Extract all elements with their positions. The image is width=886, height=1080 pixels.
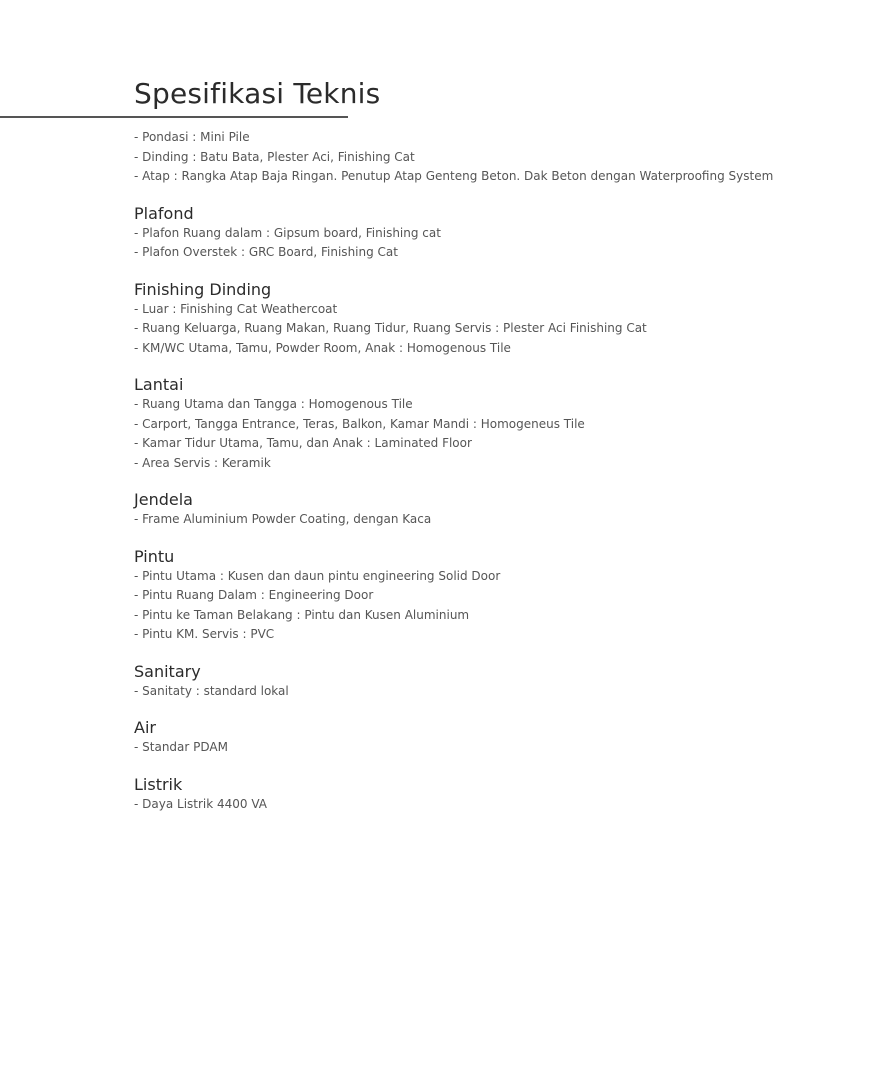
spec-item: - Dinding : Batu Bata, Plester Aci, Finishing Cat [134, 149, 415, 164]
spec-item: - Atap : Rangka Atap Baja Ringan. Penutup Atap Genteng Beton. Dak Beton dengan Waterproofing System [134, 169, 774, 183]
spec-list [134, 224, 874, 263]
spec-list [134, 682, 874, 702]
spec-list [134, 738, 874, 758]
spec-item: - Pintu Ruang Dalam : Engineering Door [134, 588, 374, 602]
section-finishing-dinding [134, 280, 874, 359]
spec-item: - Plafon Ruang dalam : Gipsum board, Finishing cat [134, 225, 441, 240]
spec-item: - Plafon Overstek : GRC Board, Finishing Cat [134, 245, 398, 259]
spec-list [134, 300, 874, 359]
spec-list [134, 567, 874, 645]
spec-item: - Daya Listrik 4400 VA [134, 796, 268, 811]
spec-item: - Pintu KM. Servis : PVC [134, 627, 275, 641]
spec-item: - Carport, Tangga Entrance, Teras, Balkon, Kamar Mandi : Homogeneus Tile [134, 416, 585, 431]
section-heading: Sanitary [134, 661, 201, 681]
section-listrik [134, 775, 874, 815]
section-pintu [134, 547, 874, 645]
spec-list [134, 128, 874, 187]
section-heading: Jendela [134, 490, 193, 509]
spec-item: - Area Servis : Keramik [134, 455, 271, 470]
section-lantai [134, 375, 874, 473]
spec-content [134, 128, 874, 814]
spec-item: - Kamar Tidur Utama, Tamu, dan Anak : Laminated Floor [134, 436, 472, 450]
spec-item: - Ruang Keluarga, Ruang Makan, Ruang Tidur, Ruang Servis : Plester Aci Finishing Cat [134, 321, 647, 335]
spec-list [134, 795, 874, 815]
spec-item: - Frame Aluminium Powder Coating, dengan Kaca [134, 512, 432, 526]
section-heading: Finishing Dinding [134, 279, 272, 299]
spec-item: - Pondasi : Mini Pile [134, 130, 250, 144]
spec-item: - Standar PDAM [134, 740, 228, 754]
section-air [134, 718, 874, 758]
spec-list [134, 395, 874, 473]
spec-item: - Sanitaty : standard lokal [134, 683, 289, 698]
page-title: Spesifikasi Teknis [134, 77, 381, 110]
spec-item: - Pintu ke Taman Belakang : Pintu dan Kusen Aluminium [134, 607, 470, 622]
section-heading: Plafond [134, 203, 194, 223]
section-plafond [134, 204, 874, 263]
spec-item: - Pintu Utama : Kusen dan daun pintu engineering Solid Door [134, 568, 501, 583]
spec-item: - Ruang Utama dan Tangga : Homogenous Tile [134, 397, 413, 411]
section-heading: Listrik [134, 774, 183, 794]
spec-item: - Luar : Finishing Cat Weathercoat [134, 301, 338, 316]
section-jendela [134, 490, 874, 530]
section-sanitary [134, 662, 874, 702]
spec-list [134, 510, 874, 530]
spec-item: - KM/WC Utama, Tamu, Powder Room, Anak : Homogenous Tile [134, 340, 511, 355]
section-heading: Lantai [134, 375, 184, 394]
section-struktur [134, 128, 874, 187]
title-underline [0, 116, 348, 118]
section-heading: Pintu [134, 546, 175, 566]
section-heading: Air [134, 718, 156, 737]
